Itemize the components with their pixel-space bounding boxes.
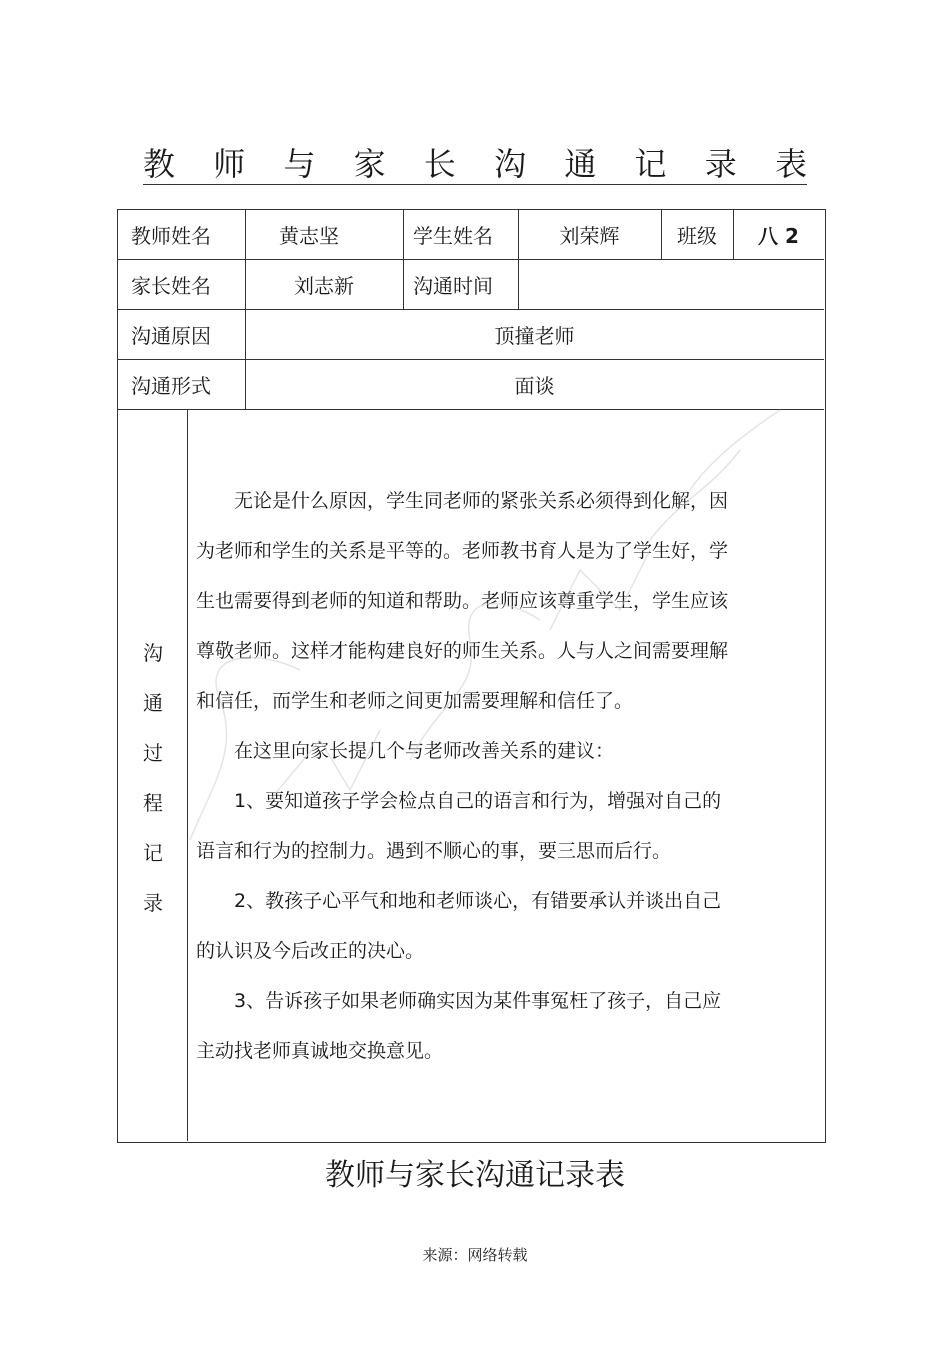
title-char: 通: [564, 145, 597, 183]
record-table: [117, 209, 826, 1143]
title-char: 长: [423, 145, 456, 183]
process-label-char: 录: [143, 891, 163, 915]
record-line: 1、要知道孩子学会检点自己的语言和行为，增强对自己的: [196, 790, 722, 812]
record-line: 在这里向家长提几个与老师改善关系的建议：: [196, 740, 615, 762]
title-char: 录: [704, 145, 737, 183]
record-line: 3、告诉孩子如果老师确实因为某件事冤枉了孩子，自己应: [196, 990, 722, 1012]
teacher-name-label: 教师姓名: [131, 224, 211, 248]
class-label: 班级: [677, 224, 717, 248]
record-line: 生也需要得到老师的知道和帮助。老师应该尊重学生，学生应该: [196, 590, 729, 612]
title-char: 教: [143, 145, 176, 183]
process-label-char: 沟: [143, 641, 163, 665]
comm-reason-label: 沟通原因: [131, 323, 211, 348]
parent-name-value: 刘志新: [294, 273, 354, 298]
comm-reason-value: 顶撞老师: [494, 323, 575, 348]
record-line: 尊敬老师。这样才能构建良好的师生关系。人与人之间需要理解: [196, 640, 729, 662]
page-title: [143, 140, 807, 185]
record-line: 主动找老师真诚地交换意见。: [196, 1040, 444, 1062]
class-value: 八 2: [758, 224, 799, 248]
teacher-name-value: 黄志坚: [279, 224, 339, 248]
process-label-char: 过: [143, 741, 163, 765]
title-char: 与: [283, 145, 316, 183]
title-char: 记: [634, 145, 667, 183]
student-name-value: 刘荣辉: [559, 224, 620, 248]
comm-form-label: 沟通形式: [131, 373, 211, 398]
comm-time-label: 沟通时间: [413, 273, 493, 298]
title-char: 师: [213, 145, 246, 183]
record-line: 2、教孩子心平气和地和老师谈心，有错要承认并谈出自己: [196, 890, 722, 912]
row-divider: [118, 409, 824, 410]
bottom-title: 教师与家长沟通记录表: [325, 1158, 625, 1193]
record-line: 的认识及今后改正的决心。: [196, 940, 425, 962]
record-line: 为老师和学生的关系是平等的。老师教书育人是为了学生好，学: [196, 540, 729, 562]
student-name-label: 学生姓名: [413, 224, 493, 248]
process-label-char: 记: [143, 841, 163, 865]
source-note: 来源：网络转载: [422, 1246, 528, 1264]
record-line: 语言和行为的控制力。遇到不顺心的事，要三思而后行。: [196, 840, 672, 862]
process-label-char: 通: [143, 691, 163, 715]
comm-time-value: [518, 259, 824, 309]
process-label-char: 程: [143, 791, 163, 815]
comm-form-value: 面谈: [514, 373, 555, 398]
record-line: 无论是什么原因，学生同老师的紧张关系必须得到化解，因: [196, 490, 729, 512]
title-char: 家: [353, 145, 386, 183]
title-char: 沟: [494, 145, 527, 183]
title-char: 表: [774, 145, 807, 183]
process-record-label: [118, 628, 188, 928]
record-line: 和信任，而学生和老师之间更加需要理解和信任了。: [196, 690, 634, 712]
process-record-text: [196, 476, 796, 1076]
parent-name-label: 家长姓名: [131, 273, 211, 298]
